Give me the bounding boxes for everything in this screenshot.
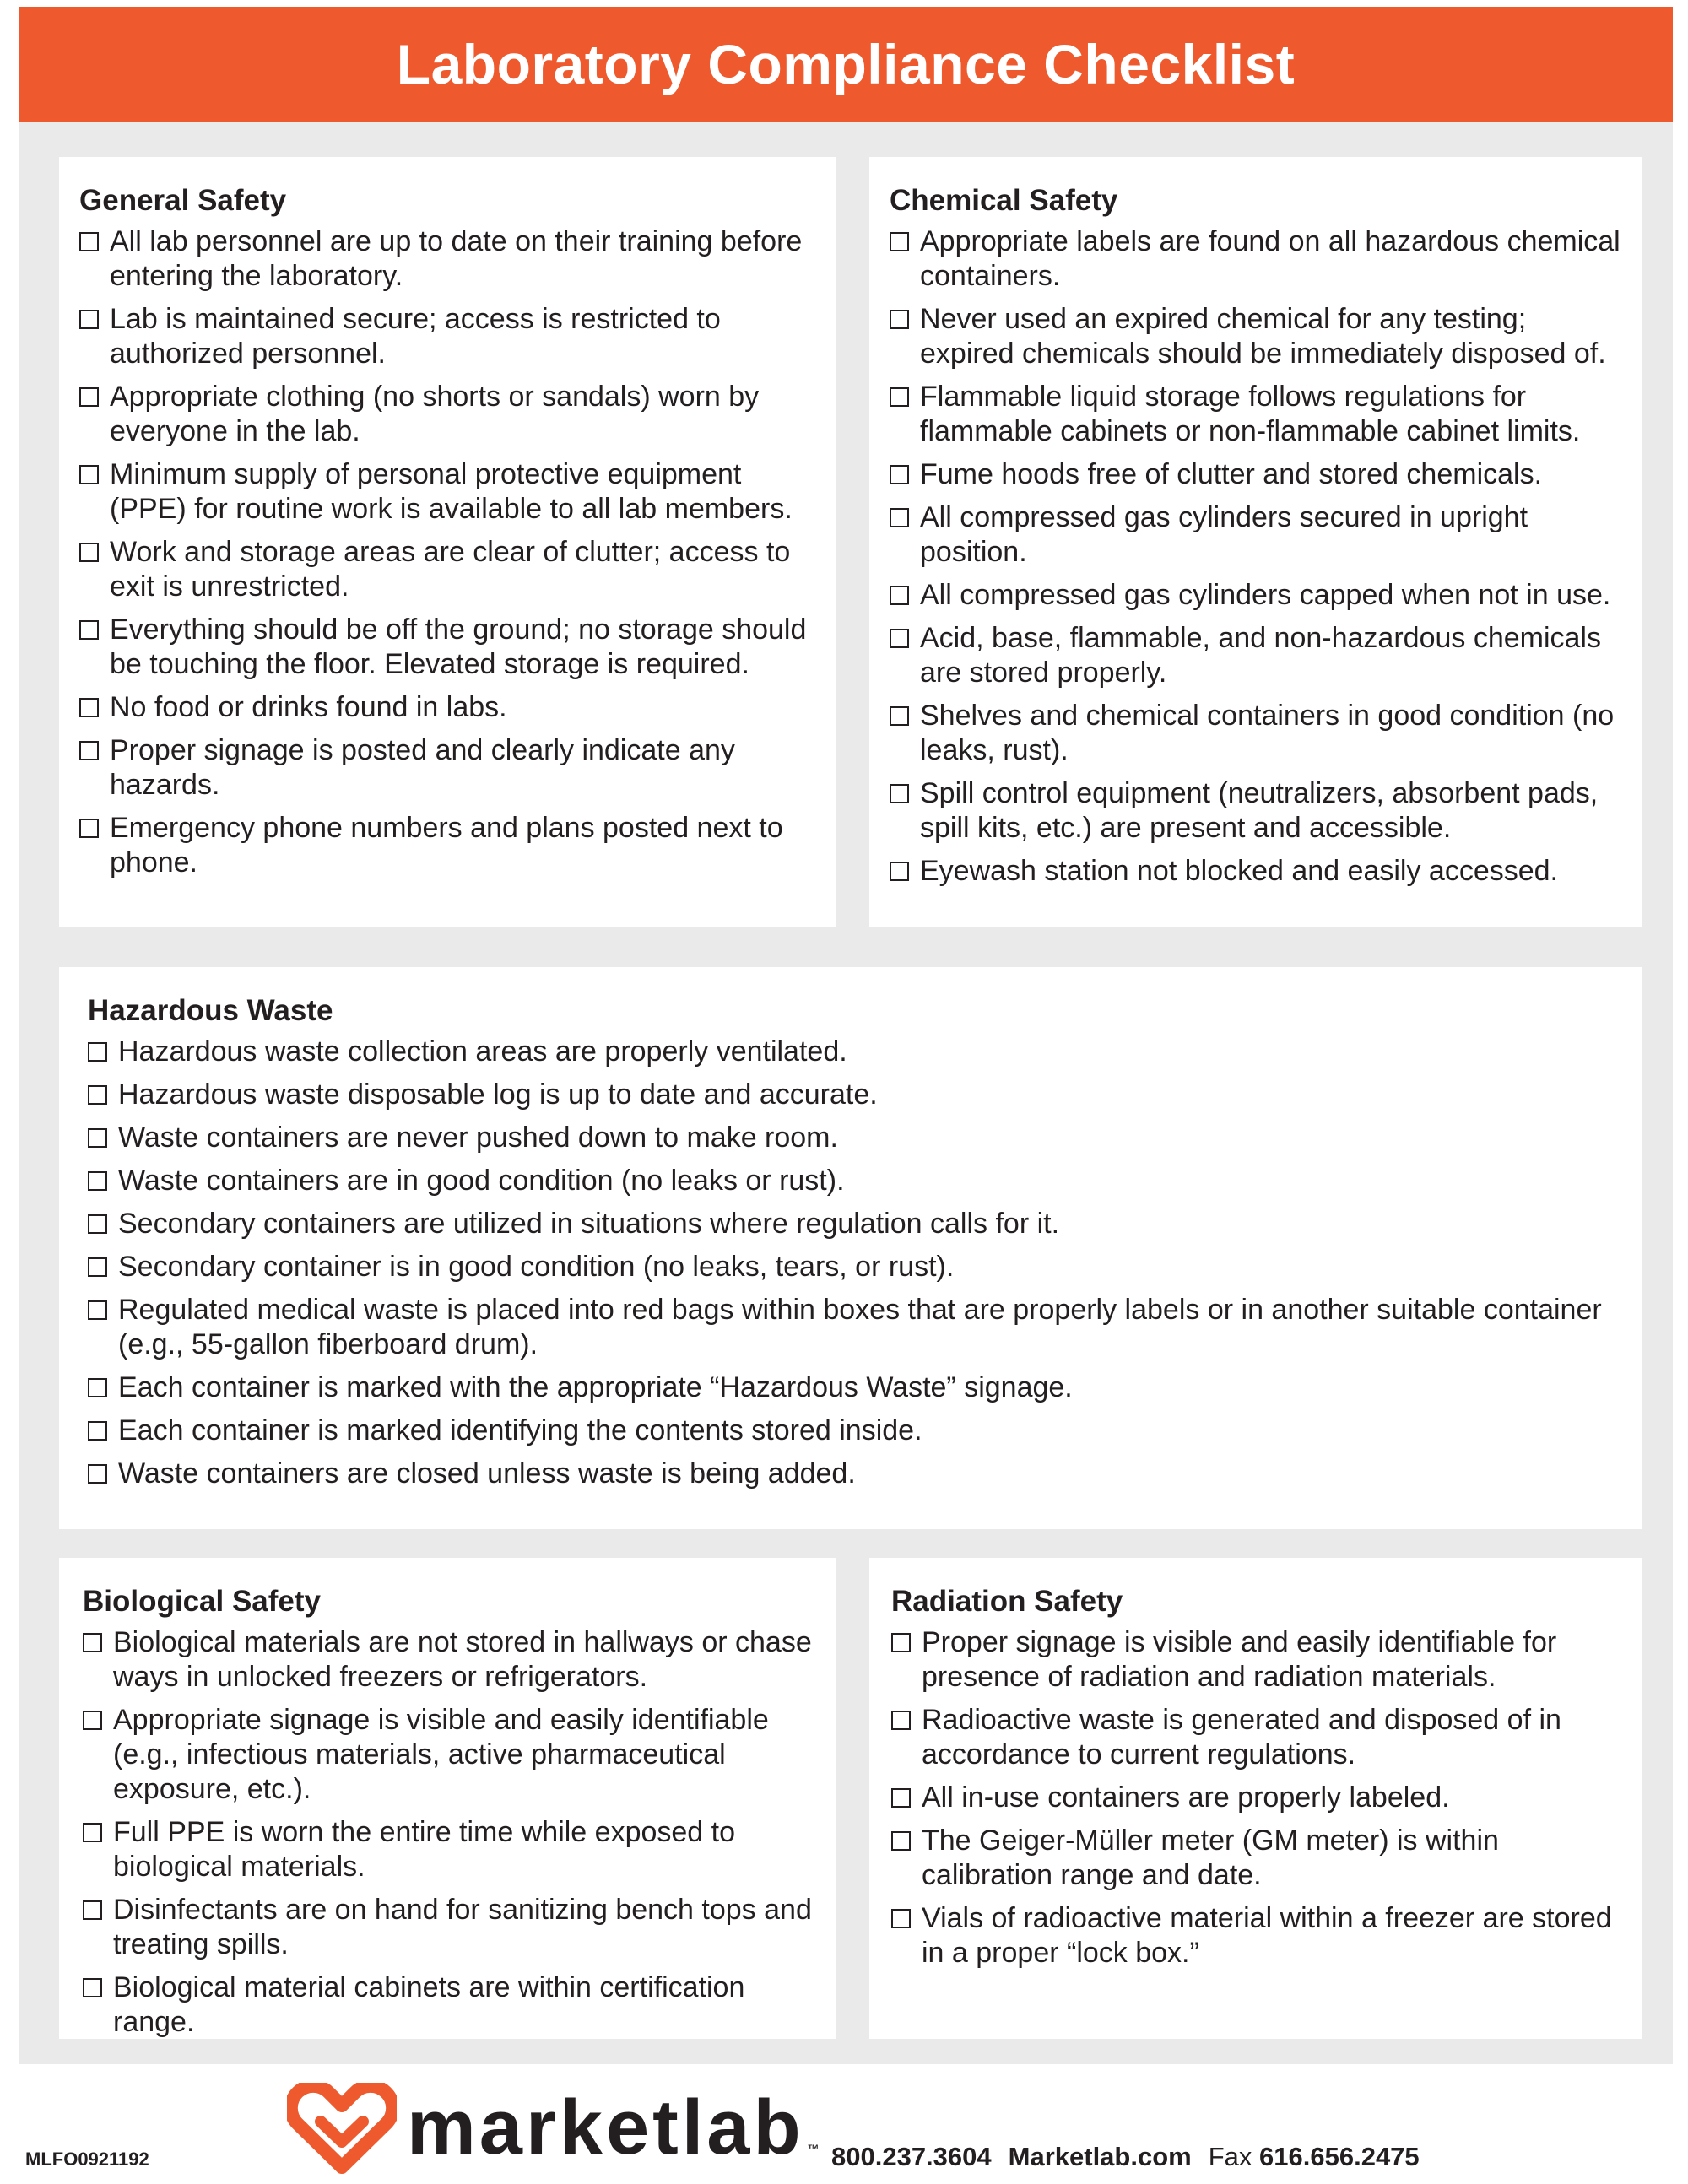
checkbox[interactable] [890, 232, 909, 251]
checklist-item [891, 1824, 1621, 1893]
checklist-item-text: Emergency phone numbers and plans posted next to phone. [110, 812, 783, 878]
checklist [88, 1035, 1613, 1491]
checkbox[interactable] [79, 620, 99, 640]
checklist-item [890, 578, 1621, 613]
checkbox[interactable] [88, 1421, 107, 1441]
checklist-item [88, 1164, 1613, 1198]
checklist-item-text: Appropriate clothing (no shorts or sandals) worn by everyone in the lab. [110, 381, 760, 447]
hazardous-waste-panel [59, 967, 1642, 1529]
checklist-item [88, 1457, 1613, 1491]
checklist-item [890, 224, 1621, 294]
checkbox[interactable] [891, 1633, 911, 1652]
checkbox[interactable] [88, 1085, 107, 1105]
checklist-item-text: Shelves and chemical containers in good condition (no leaks, rust). [920, 700, 1615, 766]
checkbox[interactable] [88, 1300, 107, 1320]
checklist-item [890, 621, 1621, 690]
checkbox[interactable] [83, 1823, 102, 1842]
checklist-item [890, 854, 1621, 889]
checklist-item [891, 1781, 1621, 1815]
checklist-item-text: Waste containers are closed unless waste is being added. [118, 1457, 856, 1489]
checklist-item-text: Biological materials are not stored in hallways or chase ways in unlocked freezers or refrigerators. [113, 1626, 812, 1693]
checklist-item [891, 1703, 1621, 1772]
checklist-item [83, 1815, 812, 1884]
checkbox[interactable] [891, 1711, 911, 1730]
phone-number[interactable]: 800.237.3604 [831, 2142, 992, 2171]
checkbox[interactable] [890, 784, 909, 803]
checklist-item-text: Appropriate labels are found on all hazardous chemical containers. [920, 225, 1620, 292]
checklist-item-text: Regulated medical waste is placed into red bags within boxes that are properly labels or in another suitable container (e.g., 55-gallon fiberboard drum). [118, 1294, 1602, 1360]
checklist-item-text: All compressed gas cylinders secured in upright position. [920, 501, 1528, 568]
website-link[interactable]: Marketlab.com [1008, 2142, 1192, 2171]
checklist-item [79, 613, 815, 682]
checklist-item-text: Waste containers are in good condition (no leaks or rust). [118, 1165, 845, 1197]
checklist-item-text: Everything should be off the ground; no storage should be touching the floor. Elevated storage is required. [110, 614, 807, 680]
checklist-item [88, 1293, 1613, 1362]
checklist-item-text: Hazardous waste disposable log is up to date and accurate. [118, 1078, 878, 1111]
checklist-item-text: Full PPE is worn the entire time while exposed to biological materials. [113, 1816, 736, 1883]
checkbox[interactable] [891, 1909, 911, 1928]
checklist-item-text: Spill control equipment (neutralizers, absorbent pads, spill kits, etc.) are present and accessible. [920, 777, 1599, 844]
checklist-item [890, 776, 1621, 846]
contact-info [831, 2142, 1420, 2172]
checklist-item [79, 535, 815, 604]
checkbox[interactable] [890, 586, 909, 605]
checklist-item-text: Biological material cabinets are within certification range. [113, 1971, 745, 2038]
checkbox[interactable] [79, 310, 99, 329]
checklist-item-text: Hazardous waste collection areas are properly ventilated. [118, 1035, 847, 1068]
checklist-item [83, 1970, 812, 2040]
checklist-item [891, 1901, 1621, 1970]
checklist-item [890, 302, 1621, 371]
general-safety-panel [59, 157, 836, 927]
checklist [79, 224, 815, 880]
checklist-item-text: All in-use containers are properly labeled. [922, 1781, 1450, 1814]
checkbox[interactable] [79, 698, 99, 717]
brand-wordmark [407, 2084, 823, 2172]
checklist-item-text: No food or drinks found in labs. [110, 691, 507, 723]
checklist-item-text: Never used an expired chemical for any testing; expired chemicals should be immediately disposed of. [920, 303, 1606, 370]
radiation-safety-panel [869, 1558, 1642, 2039]
checklist-item-text: Secondary containers are utilized in situations where regulation calls for it. [118, 1208, 1060, 1240]
title-banner [19, 7, 1673, 122]
checklist-item [88, 1035, 1613, 1069]
checkbox[interactable] [890, 629, 909, 648]
checkbox[interactable] [890, 387, 909, 407]
checklist-item [890, 380, 1621, 449]
checkbox[interactable] [79, 465, 99, 484]
checkbox[interactable] [88, 1042, 107, 1062]
checklist-item [88, 1207, 1613, 1241]
checklist-item-text: All lab personnel are up to date on their training before entering the laboratory. [110, 225, 803, 292]
checkbox[interactable] [79, 387, 99, 407]
checklist-item-text: Work and storage areas are clear of clutter; access to exit is unrestricted. [110, 536, 791, 603]
chemical-safety-panel [869, 157, 1642, 927]
checklist-item-text: Radioactive waste is generated and disposed of in accordance to current regulations. [922, 1704, 1561, 1770]
heart-chevron-logo-icon [287, 2083, 397, 2180]
checkbox[interactable] [890, 310, 909, 329]
checkbox[interactable] [890, 508, 909, 527]
checklist [890, 224, 1621, 889]
biological-safety-panel [59, 1558, 836, 2039]
fax-info [1209, 2142, 1420, 2172]
checklist-item [890, 699, 1621, 768]
checklist-item-text: Vials of radioactive material within a freezer are stored in a proper “lock box.” [922, 1902, 1612, 1969]
checklist-item [88, 1121, 1613, 1155]
checkbox[interactable] [88, 1171, 107, 1191]
checkbox[interactable] [88, 1128, 107, 1148]
section-heading: General Safety [79, 184, 287, 217]
checklist-item [83, 1703, 812, 1807]
checkbox[interactable] [83, 1978, 102, 1997]
checkbox[interactable] [88, 1378, 107, 1397]
footer [0, 2064, 1688, 2184]
checkbox[interactable] [83, 1900, 102, 1920]
section-heading: Radiation Safety [891, 1585, 1123, 1618]
checklist-item [890, 457, 1621, 492]
checkbox[interactable] [891, 1831, 911, 1851]
brand-name: marketlab [407, 2084, 804, 2170]
checkbox[interactable] [88, 1214, 107, 1234]
checkbox[interactable] [890, 706, 909, 726]
checkbox[interactable] [890, 465, 909, 484]
form-code: MLFO0921192 [25, 2149, 149, 2170]
checkbox[interactable] [891, 1788, 911, 1808]
checklist-item [88, 1250, 1613, 1284]
checklist-item-text: Each container is marked with the appropriate “Hazardous Waste” signage. [118, 1371, 1073, 1403]
checklist-item [79, 811, 815, 880]
checklist-item-text: Disinfectants are on hand for sanitizing bench tops and treating spills. [113, 1894, 812, 1960]
checklist [83, 1625, 812, 2040]
checklist-item [79, 733, 815, 803]
section-heading: Hazardous Waste [88, 994, 333, 1027]
trademark: ™ [807, 2142, 823, 2155]
checkbox[interactable] [79, 543, 99, 562]
checkbox[interactable] [83, 1633, 102, 1652]
checklist-item-text: Waste containers are never pushed down to make room. [118, 1122, 838, 1154]
checklist-item [79, 224, 815, 294]
brand-logo[interactable] [287, 2083, 823, 2180]
checklist-item [88, 1414, 1613, 1448]
checklist-item [79, 302, 815, 371]
checkbox[interactable] [88, 1257, 107, 1277]
checklist-item-text: The Geiger-Müller meter (GM meter) is within calibration range and date. [922, 1825, 1499, 1891]
checkbox[interactable] [88, 1464, 107, 1484]
checklist-item-text: Fume hoods free of clutter and stored chemicals. [920, 458, 1543, 490]
page-title: Laboratory Compliance Checklist [396, 33, 1296, 95]
checklist-item [79, 690, 815, 725]
checklist-item [88, 1370, 1613, 1405]
checkbox[interactable] [79, 741, 99, 760]
checklist-item-text: Lab is maintained secure; access is restricted to authorized personnel. [110, 303, 721, 370]
checklist-item [83, 1893, 812, 1962]
fax-label: Fax [1208, 2142, 1252, 2171]
checklist-item [79, 380, 815, 449]
checkbox[interactable] [890, 862, 909, 881]
checkbox[interactable] [79, 232, 99, 251]
checklist-item [890, 500, 1621, 570]
checklist-item-text: Eyewash station not blocked and easily accessed. [920, 855, 1559, 887]
checkbox[interactable] [79, 819, 99, 838]
section-heading: Biological Safety [83, 1585, 322, 1618]
checklist-item-text: All compressed gas cylinders capped when not in use. [920, 579, 1611, 611]
checklist-item-text: Minimum supply of personal protective equipment (PPE) for routine work is available to all lab members. [110, 458, 793, 525]
section-heading: Chemical Safety [890, 184, 1118, 217]
checklist-item [88, 1078, 1613, 1112]
fax-number: 616.656.2475 [1259, 2142, 1420, 2171]
checklist-item-text: Appropriate signage is visible and easily identifiable (e.g., infectious materials, active pharmaceutical exposure, etc.). [113, 1704, 769, 1805]
checklist-item-text: Flammable liquid storage follows regulations for flammable cabinets or non-flammable cabinet limits. [920, 381, 1581, 447]
checklist-item-text: Secondary container is in good condition (no leaks, tears, or rust). [118, 1251, 955, 1283]
checklist-item [79, 457, 815, 527]
checklist-item-text: Each container is marked identifying the contents stored inside. [118, 1414, 922, 1446]
checklist-item-text: Proper signage is posted and clearly indicate any hazards. [110, 734, 735, 801]
checklist-item [891, 1625, 1621, 1695]
checklist [891, 1625, 1621, 1970]
checkbox[interactable] [83, 1711, 102, 1730]
checklist-item [83, 1625, 812, 1695]
checklist-item-text: Proper signage is visible and easily identifiable for presence of radiation and radiation materials. [922, 1626, 1557, 1693]
checklist-item-text: Acid, base, flammable, and non-hazardous chemicals are stored properly. [920, 622, 1601, 689]
